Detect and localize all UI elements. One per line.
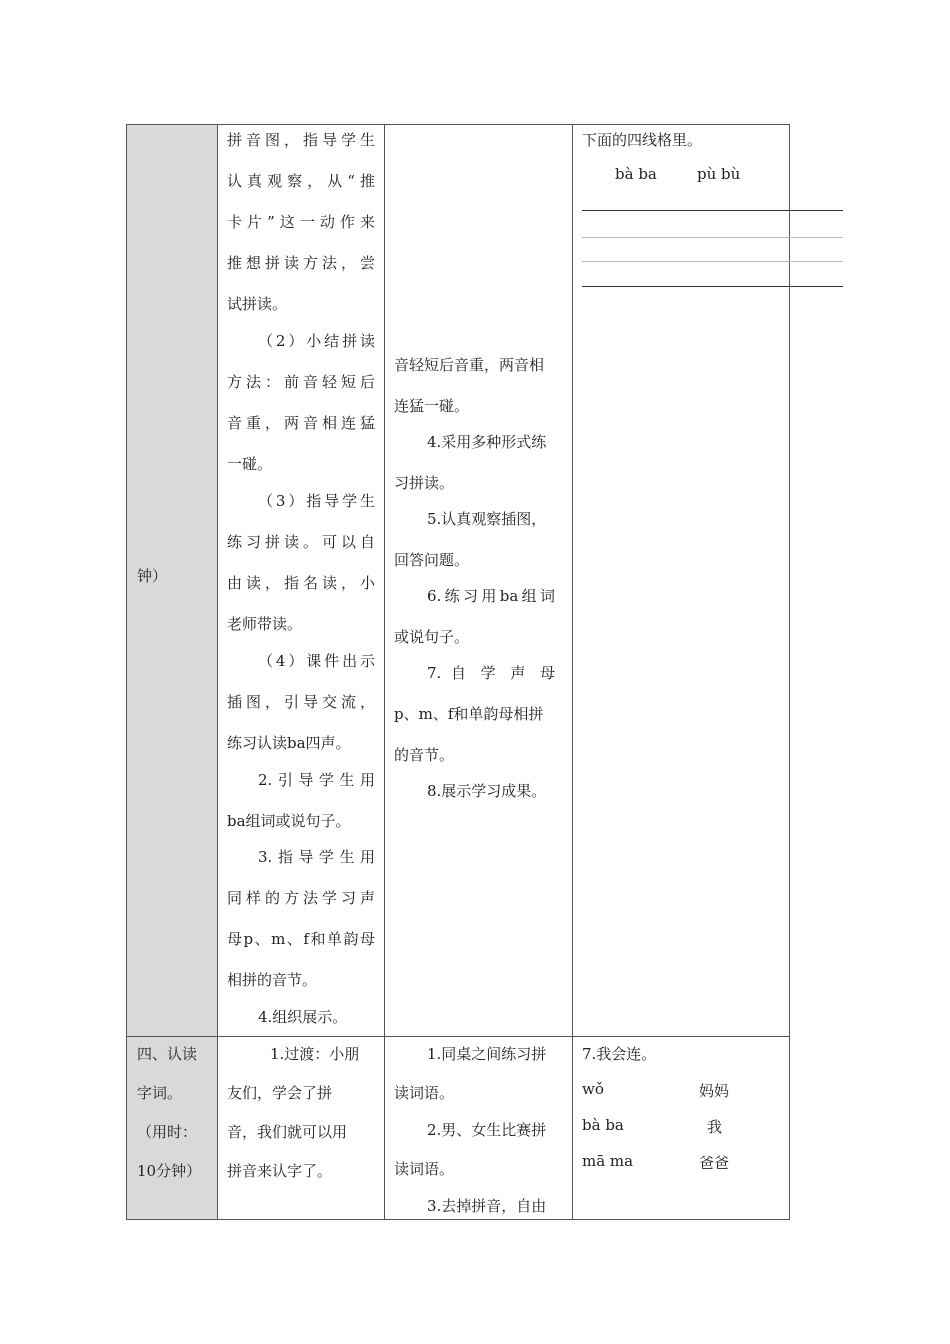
text-line: 的音节。 <box>394 746 455 764</box>
text-line: 音，我们就可以用 <box>227 1123 348 1141</box>
text-line: 练习认读ba四声。 <box>227 734 351 752</box>
text-line: （3）指导学生 <box>258 492 375 510</box>
text-line: 读词语。 <box>394 1160 455 1178</box>
text-line: 推想拼读方法，尝 <box>227 254 375 272</box>
writing-grid-top-line <box>582 210 843 211</box>
text-line: ba组词或说句子。 <box>227 812 351 830</box>
stage-time: （用时： <box>137 1123 198 1141</box>
text-line: 方法：前音轻短后 <box>227 373 375 391</box>
text-line: 卡片”这一动作来 <box>227 213 375 231</box>
text-line: 同样的方法学习声 <box>227 889 375 907</box>
text-line: 5.认真观察插图， <box>427 510 547 528</box>
text-line: 友们，学会了拼 <box>227 1084 333 1102</box>
match-word: 我 <box>707 1118 723 1136</box>
text-line: 母p、m、f和单韵母 <box>227 930 375 948</box>
teacher-activity-cell-bottom <box>217 1036 385 1220</box>
pinyin-baba: bà ba <box>615 165 657 183</box>
text-line: 由读，指名读，小 <box>227 574 375 592</box>
teacher-activity-cell-top <box>217 124 385 1037</box>
pinyin-pubu: pù bù <box>697 165 741 183</box>
text-line: 音重，两音相连猛 <box>227 414 375 432</box>
text-line: 拼音图，指导学生 <box>227 131 375 149</box>
text-line: 2.引导学生用 <box>258 771 375 789</box>
student-activity-cell-bottom <box>384 1036 573 1220</box>
text-line: 一碰。 <box>227 455 273 473</box>
exercise-cell-bottom <box>572 1036 790 1220</box>
student-activity-cell-top <box>384 124 573 1037</box>
stage-time: 10分钟） <box>137 1162 202 1180</box>
text-line: 8.展示学习成果。 <box>427 782 547 800</box>
text-line: 4.组织展示。 <box>258 1008 348 1026</box>
match-word: 爸爸 <box>699 1154 730 1172</box>
text-line: 3.指导学生用 <box>258 848 375 866</box>
text-line: 7. 自 学 声 母 <box>427 664 555 682</box>
text-line: 1.同桌之间练习拼 <box>427 1045 547 1063</box>
writing-grid-bottom-line <box>582 286 843 287</box>
match-word: 妈妈 <box>699 1082 730 1100</box>
text-line: 认真观察，从“推 <box>227 172 375 190</box>
text-line: 习拼读。 <box>394 474 455 492</box>
stage-label: 钟） <box>137 567 168 585</box>
lesson-plan-table <box>126 124 790 1220</box>
stage-title: 四、认读 <box>137 1045 198 1063</box>
text-line: 1.过渡：小朋 <box>270 1045 360 1063</box>
text-line: 插图，引导交流， <box>227 693 375 711</box>
stage-cell-top <box>126 124 218 1037</box>
text-line: （4）课件出示 <box>258 652 375 670</box>
match-pinyin: bà ba <box>582 1116 624 1134</box>
stage-title: 字词。 <box>137 1084 183 1102</box>
match-pinyin: wǒ <box>582 1080 604 1098</box>
text-line: 老师带读。 <box>227 615 303 633</box>
text-line: 6.练习用ba组词 <box>427 587 555 605</box>
text-line: 或说句子。 <box>394 628 470 646</box>
exercise-title: 7.我会连。 <box>582 1045 657 1063</box>
text-line: （2）小结拼读 <box>258 332 375 350</box>
writing-grid-line <box>582 237 843 238</box>
text-line: 读词语。 <box>394 1084 455 1102</box>
stage-cell-bottom <box>126 1036 218 1220</box>
match-pinyin: mā ma <box>582 1152 634 1170</box>
text-line: 音轻短后音重，两音相 <box>394 356 545 374</box>
text-line: 拼音来认字了。 <box>227 1162 333 1180</box>
exercise-text: 下面的四线格里。 <box>582 131 703 149</box>
text-line: 2.男、女生比赛拼 <box>427 1121 547 1139</box>
text-line: 练习拼读。可以自 <box>227 533 375 551</box>
text-line: 试拼读。 <box>227 295 288 313</box>
text-line: 3.去掉拼音，自由 <box>427 1197 547 1215</box>
text-line: 连猛一碰。 <box>394 397 470 415</box>
text-line: 4.采用多种形式练 <box>427 433 547 451</box>
text-line: 相拼的音节。 <box>227 971 318 989</box>
text-line: p、m、f和单韵母相拼 <box>394 705 544 723</box>
text-line: 回答问题。 <box>394 551 470 569</box>
writing-grid-line <box>582 261 843 262</box>
